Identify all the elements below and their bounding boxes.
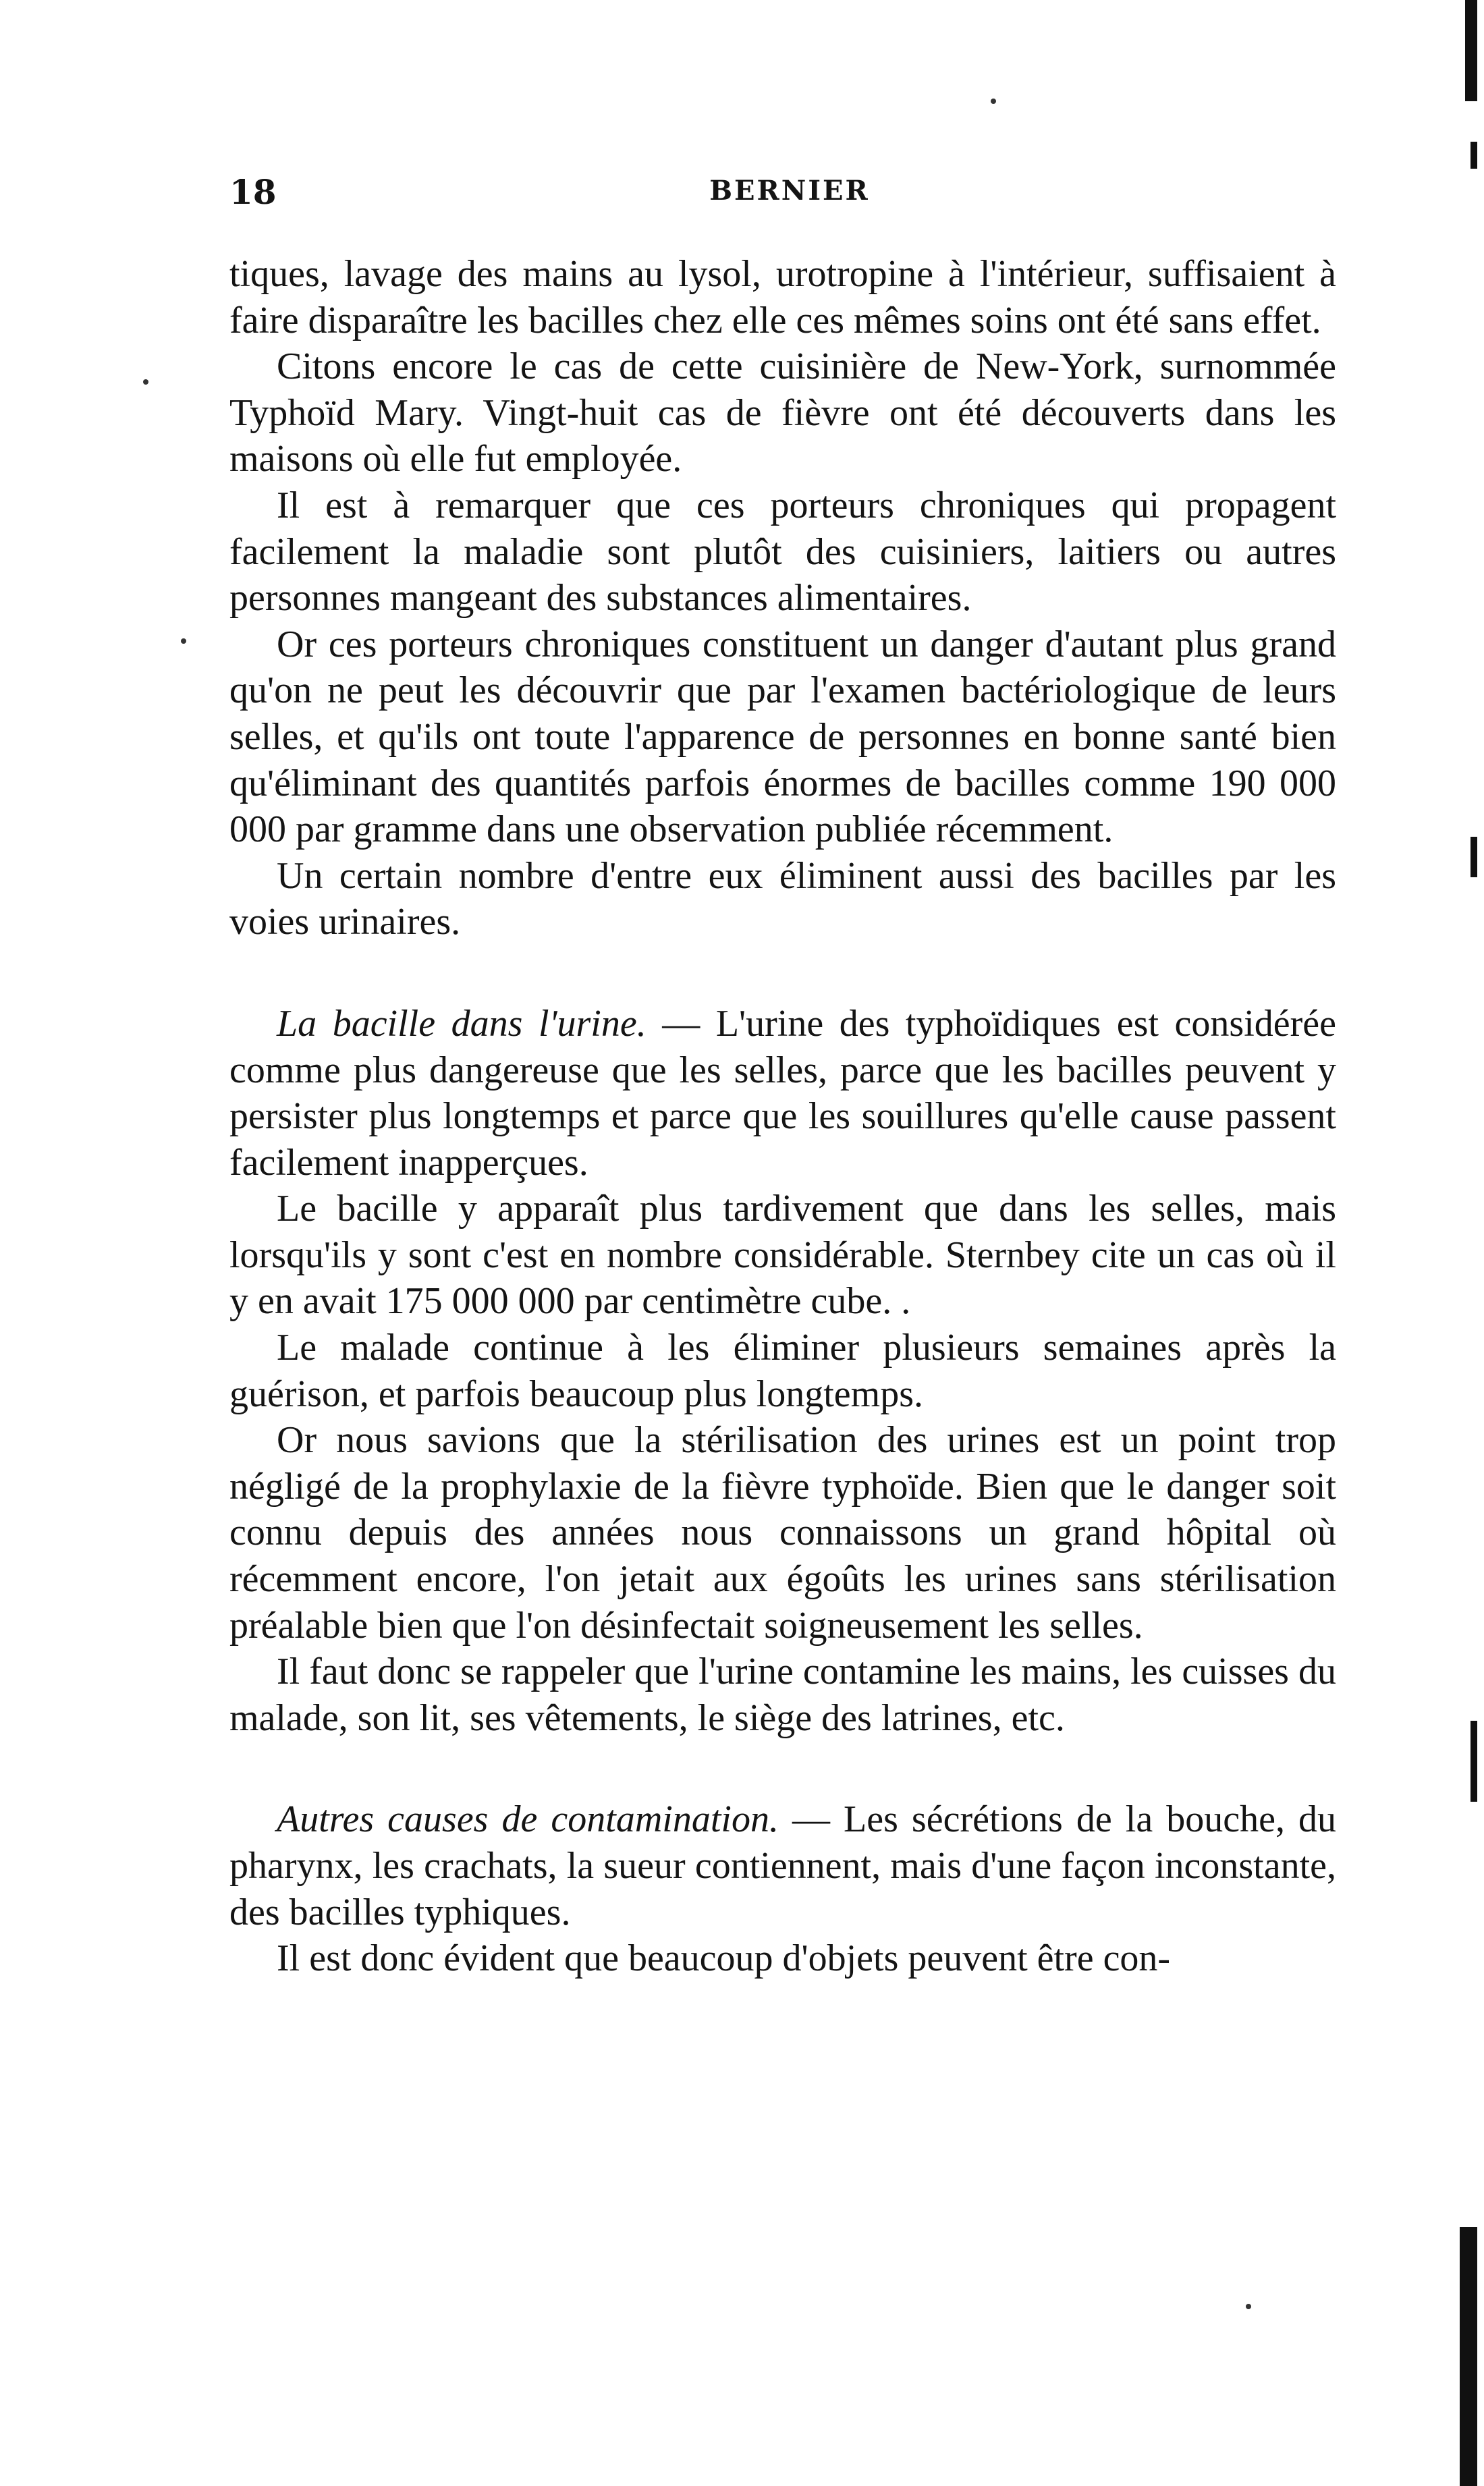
page-header [229, 172, 1350, 226]
page-number: 18 [229, 172, 277, 212]
paragraph: Citons encore le cas de cette cuisinière de New-York, surnommée Typhoïd Mary. Vingt-huit cas de fièvre ont été découverts dans les maisons où elle fut employée. [229, 346, 1336, 480]
section-spacer [229, 1741, 1336, 1796]
paragraph: Un certain nombre d'entre eux éliminent aussi des bacilles par les voies urinaires. [229, 854, 1336, 943]
paragraph: Il est donc évident que beaucoup d'objets peuvent être con- [277, 1937, 1171, 1980]
scan-speck [181, 638, 186, 644]
paragraph: Il faut donc se rappeler que l'urine contamine les mains, les cuisses du malade, son lit, ses vêtements, le siège des latrines, etc. [229, 1651, 1336, 1739]
section-text: — L'urine des typhoïdiques est considérée comme plus dangereuse que les selles, parce que les bacilles peuvent y persister plus longtemps et parce que les souillures qu'elle cause passent facilement inapperçues. [229, 1002, 1336, 1184]
scan-speck [1246, 2304, 1251, 2309]
paragraph: Le bacille y apparaît plus tardivement que dans les selles, mais lorsqu'ils y sont c'est en nombre considérable. Sternbey cite un cas où il y en avait 175 000 000 par centimètre cube. . [229, 1188, 1336, 1323]
edge-shadow [1460, 2227, 1477, 2486]
edge-shadow [1471, 1721, 1477, 1802]
section-paragraph [229, 1001, 1336, 1186]
section-title: La bacille dans l'urine. [277, 1002, 647, 1045]
section-paragraph [229, 1796, 1336, 1935]
paragraph: tiques, lavage des mains au lysol, urotropine à l'intérieur, suffisaient à faire disparaître les bacilles chez elle ces mêmes soins ont été sans effet. [229, 253, 1336, 341]
scan-speck [991, 99, 996, 104]
section-spacer [229, 945, 1336, 1001]
edge-shadow [1465, 0, 1477, 101]
paragraph: Or ces porteurs chroniques constituent un danger d'autant plus grand qu'on ne peut les découvrir que par l'examen bactériologique de leurs selles, et qu'ils ont toute l'apparence de personnes en bonne santé bien qu'éliminant des quantités parfois énormes de bacilles comme 190 000 000 par gramme dans une observation publiée récemment. [229, 623, 1336, 851]
paragraph: Le malade continue à les éliminer plusieurs semaines après la guérison, et parfois beaucoup plus longtemps. [229, 1327, 1336, 1415]
edge-shadow [1471, 142, 1477, 169]
body-text [229, 251, 1336, 1982]
scanned-page-edge [1453, 0, 1484, 2486]
edge-shadow [1471, 837, 1477, 877]
running-head: BERNIER [709, 175, 870, 206]
paragraph: Il est à remarquer que ces porteurs chroniques qui propagent facilement la maladie sont plutôt des cuisiniers, laitiers ou autres personnes mangeant des substances alimentaires. [229, 484, 1336, 619]
section-text: — Les sécrétions de la bouche, du pharynx, les crachats, la sueur contiennent, mais d'une façon inconstante, des bacilles typhiques. [229, 1798, 1337, 1933]
section-title: Autres causes de contamination. [277, 1798, 779, 1841]
scan-speck [143, 379, 148, 385]
paragraph: Or nous savions que la stérilisation des urines est un point trop négligé de la prophylaxie de la fièvre typhoïde. Bien que le danger soit connu depuis des années nous connaissons un grand hôpital où récemment encore, l'on jetait aux égoûts les urines sans stérilisation préalable bien que l'on désinfectait soigneusement les selles. [229, 1419, 1336, 1647]
